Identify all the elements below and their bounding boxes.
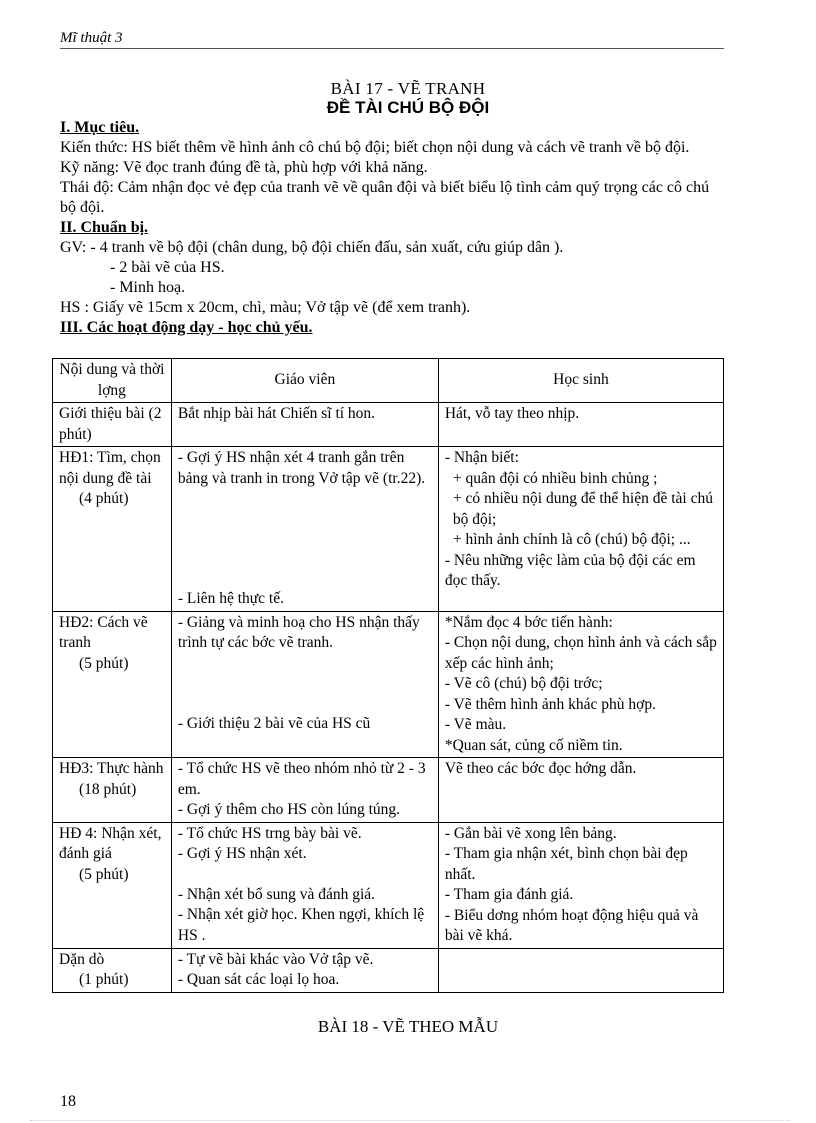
col-header-content: Nội dung và thời lợng (53, 359, 172, 403)
row-student: Vẽ theo các bớc đọc hớng dẫn. (438, 758, 723, 823)
objectives-section (60, 118, 724, 338)
header-title: Mĩ thuật 3 (60, 30, 123, 46)
gv-line-3: - Minh hoạ. (110, 279, 186, 296)
row-student (438, 948, 723, 992)
row-student: Hát, vỗ tay theo nhịp. (438, 403, 723, 447)
activity-table (52, 358, 724, 993)
row-teacher: - Giảng và minh hoạ cho HS nhận thấy trình tự các bớc vẽ tranh. - Giới thiệu 2 bài vẽ của HS cũ (171, 611, 438, 758)
row-content: Dặn dò (1 phút) (53, 948, 172, 992)
row-teacher: Bắt nhịp bài hát Chiến sĩ tí hon. (171, 403, 438, 447)
row-content: HĐ3: Thực hành (18 phút) (53, 758, 172, 823)
table-row (53, 403, 724, 447)
hs-line: HS : Giấy vẽ 15cm x 20cm, chì, màu; Vở tập vẽ (để xem tranh). (60, 299, 471, 316)
table-row (53, 948, 724, 992)
knowledge-text: Kiến thức: HS biết thêm về hình ảnh cô chú bộ đội; biết chọn nội dung và cách vẽ tranh về bộ đội. (60, 139, 690, 156)
row-student: - Nhận biết: + quân đội có nhiều binh chủng ; + có nhiều nội dung để thể hiện đề tài chú bộ đội; + hình ảnh chính là cô (chú) bộ đội; ... - Nêu những việc làm của bộ đội các em đọc thấy. (438, 447, 723, 612)
page-header (60, 30, 724, 49)
objectives-heading: I. Mục tiêu. (60, 119, 140, 136)
row-student: *Nắm đọc 4 bớc tiến hành: - Chọn nội dung, chọn hình ảnh và cách sắp xếp các hình ảnh; - Vẽ cô (chú) bộ đội trớc; - Vẽ thêm hình ảnh khác phù hợp. - Vẽ màu. *Quan sát, củng cố niềm tin. (438, 611, 723, 758)
row-teacher: - Tổ chức HS vẽ theo nhóm nhỏ từ 2 - 3 em. - Gợi ý thêm cho HS còn lúng túng. (171, 758, 438, 823)
row-teacher: - Gợi ý HS nhận xét 4 tranh gắn trên bảng và tranh in trong Vở tập vẽ (tr.22). - Liên hệ thực tế. (171, 447, 438, 612)
row-content: HĐ1: Tìm, chọn nội dung đề tài (4 phút) (53, 447, 172, 612)
row-teacher: - Tổ chức HS trng bày bài vẽ. - Gợi ý HS nhận xét. - Nhận xét bổ sung và đánh giá. - Nhận xét giờ học. Khen ngợi, khích lệ HS . (171, 822, 438, 948)
gv-line-1: GV: - 4 tranh về bộ đội (chân dung, bộ đội chiến đấu, sản xuất, cứu giúp dân ). (60, 239, 564, 256)
lesson-title: BÀI 17 - VẼ TRANH (330, 79, 486, 98)
table-header-row (53, 359, 724, 403)
row-content: HĐ2: Cách vẽ tranh (5 phút) (53, 611, 172, 758)
row-student: - Gắn bài vẽ xong lên bảng. - Tham gia nhận xét, bình chọn bài đẹp nhất. - Tham gia đánh giá. - Biểu dơng nhóm hoạt động hiệu quả và bài vẽ khá. (438, 822, 723, 948)
gv-line-2: - 2 bài vẽ của HS. (110, 259, 225, 276)
table-row (53, 758, 724, 823)
row-content: Giới thiệu bài (2 phút) (53, 403, 172, 447)
row-content: HĐ 4: Nhận xét, đánh giá (5 phút) (53, 822, 172, 948)
page-number: 18 (60, 1093, 76, 1110)
attitude-text: Thái độ: Cảm nhận đọc vẻ đẹp của tranh vẽ về quân đội và biết biểu lộ tình cảm quý trọng các cô chú bộ đội. (60, 179, 710, 216)
lesson-subtitle: ĐỀ TÀI CHÚ BỘ ĐỘI (326, 98, 490, 117)
next-lesson-title: BÀI 18 - VẼ THEO MẪU (317, 1017, 499, 1036)
col-header-student: Học sinh (438, 359, 723, 403)
bottom-divider (30, 1120, 790, 1121)
activities-heading: III. Các hoạt động dạy - học chủ yếu. (60, 319, 313, 336)
table-row (53, 447, 724, 612)
row-teacher: - Tự vẽ bài khác vào Vở tập vẽ. - Quan sát các loại lọ hoa. (171, 948, 438, 992)
table-row (53, 611, 724, 758)
skills-text: Kỹ năng: Vẽ đọc tranh đúng đề tà, phù hợp với khả năng. (60, 159, 428, 176)
prep-heading: II. Chuẩn bị. (60, 219, 149, 236)
table-row (53, 822, 724, 948)
col-header-teacher: Giáo viên (171, 359, 438, 403)
